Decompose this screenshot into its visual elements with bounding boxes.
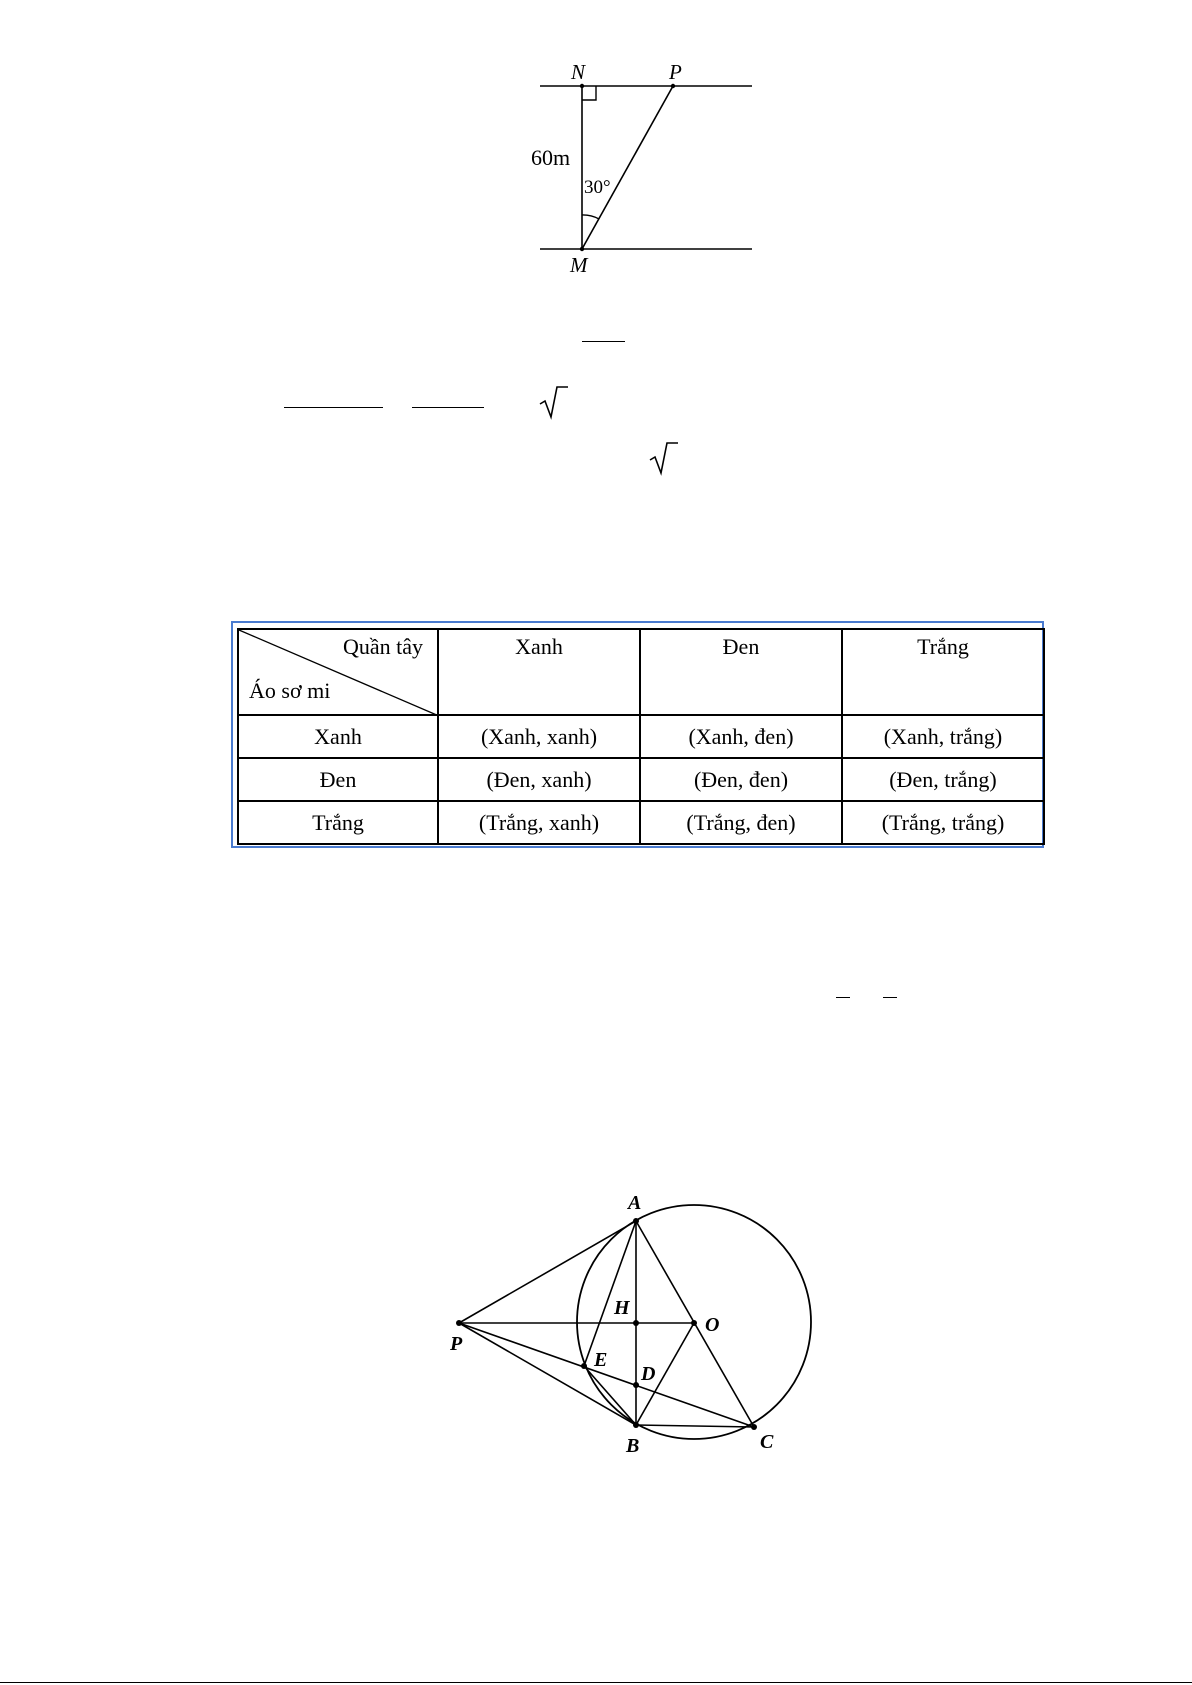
point-p (456, 1320, 462, 1326)
row-axis-label: Áo sơ mi (249, 678, 331, 703)
column-header: Trắng (842, 629, 1044, 715)
label-n: N (571, 60, 586, 84)
table-row (238, 801, 1044, 844)
label-o: O (705, 1314, 720, 1336)
circle-geometry-figure (0, 1150, 1192, 1480)
river-crossing-figure (0, 0, 1192, 300)
point-o (691, 1320, 697, 1326)
label-h: H (614, 1297, 630, 1319)
segment-pc (459, 1323, 754, 1427)
right-angle-mark (582, 86, 596, 100)
point-h (633, 1320, 639, 1326)
label-p: P (669, 60, 682, 84)
fraction-bar (582, 341, 625, 342)
label-angle: 30° (584, 177, 611, 198)
table-corner-cell (238, 629, 438, 715)
row-header: Trắng (238, 801, 438, 844)
table-cell: (Đen, đen) (640, 758, 842, 801)
square-root-sign (538, 384, 568, 420)
label-e: E (594, 1349, 608, 1371)
segment-pb (459, 1323, 636, 1425)
outfit-combination-table (237, 628, 1045, 845)
fraction-bar (836, 997, 850, 998)
point-n (580, 84, 584, 88)
point-e (581, 1363, 587, 1369)
table-header-row (238, 629, 1044, 715)
point-a (633, 1218, 639, 1224)
point-m (580, 247, 584, 251)
fraction-bar (412, 407, 484, 408)
point-d (633, 1382, 639, 1388)
segment-ae (584, 1221, 636, 1366)
segment-bc (636, 1425, 754, 1427)
row-header: Đen (238, 758, 438, 801)
column-header: Đen (640, 629, 842, 715)
label-m: M (570, 253, 588, 277)
table-cell: (Xanh, trắng) (842, 715, 1044, 758)
square-root-sign (648, 440, 678, 476)
fraction-bar (284, 407, 383, 408)
label-p: P (450, 1333, 463, 1355)
table-row (238, 715, 1044, 758)
segment-pa (459, 1221, 636, 1323)
point-b (633, 1422, 639, 1428)
segment-eb (584, 1366, 636, 1425)
column-header: Xanh (438, 629, 640, 715)
table-row (238, 758, 1044, 801)
table-cell: (Trắng, xanh) (438, 801, 640, 844)
row-header: Xanh (238, 715, 438, 758)
label-c: C (760, 1431, 774, 1453)
table-cell: (Xanh, đen) (640, 715, 842, 758)
table-cell: (Trắng, đen) (640, 801, 842, 844)
point-p (671, 84, 675, 88)
page-bottom-rule (0, 1682, 1192, 1683)
label-b: B (626, 1435, 640, 1457)
point-c (751, 1424, 757, 1430)
label-a: A (628, 1192, 642, 1214)
table-cell: (Xanh, xanh) (438, 715, 640, 758)
table-cell: (Trắng, trắng) (842, 801, 1044, 844)
table-cell: (Đen, xanh) (438, 758, 640, 801)
table-cell: (Đen, trắng) (842, 758, 1044, 801)
label-distance: 60m (531, 145, 571, 170)
angle-arc (582, 215, 599, 219)
fraction-bar (883, 997, 897, 998)
label-d: D (641, 1363, 656, 1385)
column-axis-label: Quần tây (342, 634, 423, 659)
segment-mp (582, 86, 673, 249)
